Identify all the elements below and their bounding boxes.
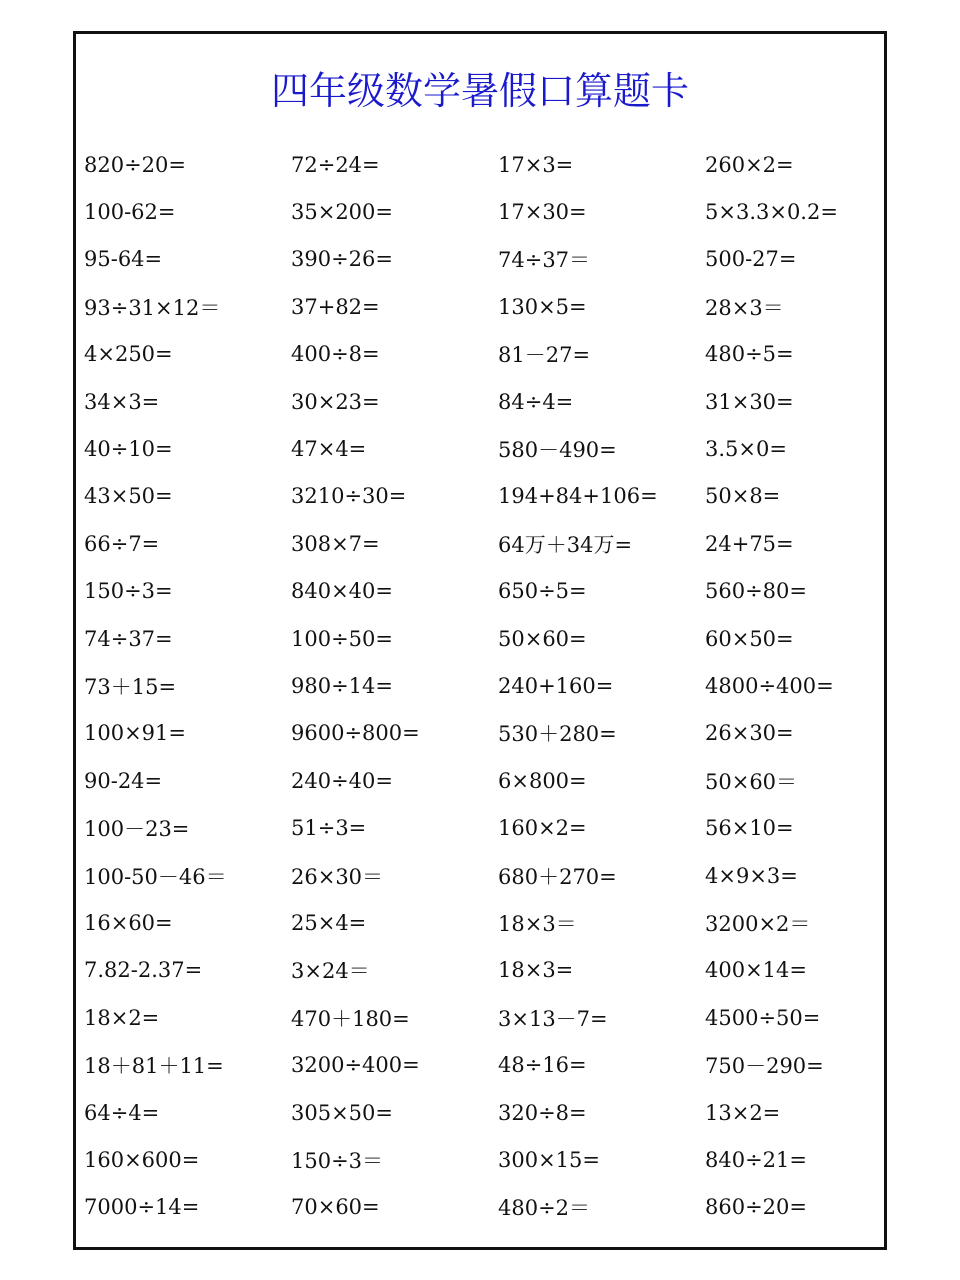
problem-item: 580－490= (498, 438, 617, 463)
problem-item: 43×50= (84, 484, 173, 509)
problem-item: 16×60= (84, 910, 173, 935)
worksheet-card (73, 31, 887, 1250)
problem-item: 17×3= (498, 152, 574, 177)
problem-item: 56×10= (705, 816, 794, 841)
problem-item: 18×3＝ (498, 911, 577, 936)
problem-item: 17×30= (498, 200, 587, 225)
problem-row (84, 947, 884, 994)
problem-item: 400×14= (705, 958, 807, 983)
problem-item: 40÷10= (84, 437, 173, 462)
problem-item: 3×24＝ (291, 959, 370, 984)
problem-item: 4×250= (84, 342, 173, 367)
problem-row (84, 899, 884, 946)
worksheet-title: 四年级数学暑假口算题卡 (270, 69, 689, 113)
problem-item: 28×3＝ (705, 295, 784, 320)
problem-row (84, 378, 884, 425)
problem-row (84, 425, 884, 472)
problem-item: 74÷37＝ (498, 248, 591, 273)
problem-item: 100×91= (84, 721, 186, 746)
problem-row (84, 994, 884, 1041)
problem-item: 26×30＝ (291, 864, 384, 889)
problem-item: 308×7= (291, 531, 380, 556)
problem-item: 34×3= (84, 389, 160, 414)
problem-item: 90-24= (84, 768, 163, 793)
problem-item: 24+75= (705, 531, 794, 556)
problem-item: 70×60= (291, 1195, 380, 1220)
problem-item: 160×600= (84, 1147, 200, 1172)
problem-item: 18×2= (84, 1005, 160, 1030)
problem-row (84, 1184, 884, 1231)
problem-item: 73＋15= (84, 674, 177, 699)
problem-item: 300×15= (498, 1147, 600, 1172)
problem-item: 95-64= (84, 247, 163, 272)
problem-item: 680＋270= (498, 864, 617, 889)
problem-item: 66÷7= (84, 531, 160, 556)
problem-item: 4800÷400= (705, 673, 834, 698)
problem-item: 750－290= (705, 1054, 824, 1079)
problem-item: 18＋81＋11= (84, 1054, 224, 1079)
problem-item: 26×30= (705, 721, 794, 746)
problem-item: 980÷14= (291, 673, 393, 698)
problem-row (84, 852, 884, 899)
problem-row (84, 568, 884, 615)
problem-item: 60×50= (705, 626, 794, 651)
problem-item: 560÷80= (705, 579, 807, 604)
problem-item: 240+160= (498, 673, 614, 698)
problem-item: 320÷8= (498, 1100, 587, 1125)
problem-row (84, 1136, 884, 1183)
problem-item: 64÷4= (84, 1100, 160, 1125)
problem-row (84, 710, 884, 757)
problem-item: 48÷16= (498, 1053, 587, 1078)
problem-item: 4×9×3= (705, 863, 798, 888)
problem-item: 64万＋34万= (498, 532, 633, 557)
problem-item: 100-50－46＝ (84, 864, 227, 889)
problem-item: 13×2= (705, 1100, 781, 1125)
problem-grid (84, 141, 884, 1231)
problem-item: 480÷5= (705, 342, 794, 367)
problem-item: 84÷4= (498, 389, 574, 414)
problem-item: 6×800= (498, 768, 587, 793)
problem-item: 47×4= (291, 437, 367, 462)
problem-item: 240÷40= (291, 768, 393, 793)
problem-item: 31×30= (705, 389, 794, 414)
problem-item: 4500÷50= (705, 1005, 821, 1030)
problem-item: 305×50= (291, 1100, 393, 1125)
problem-item: 25×4= (291, 910, 367, 935)
problem-item: 7000÷14= (84, 1195, 200, 1220)
problem-item: 530＋280= (498, 722, 617, 747)
problem-row (84, 141, 884, 188)
problem-item: 51÷3= (291, 816, 367, 841)
problem-item: 860÷20= (705, 1195, 807, 1220)
problem-item: 3.5×0= (705, 437, 787, 462)
problem-item: 50×60= (498, 626, 587, 651)
problem-item: 260×2= (705, 152, 794, 177)
problem-item: 390÷26= (291, 247, 393, 272)
problem-item: 7.82-2.37= (84, 958, 203, 983)
problem-row (84, 804, 884, 851)
problem-row (84, 757, 884, 804)
problem-item: 650÷5= (498, 579, 587, 604)
problem-item: 130×5= (498, 294, 587, 319)
problem-item: 93÷31×12＝ (84, 295, 221, 320)
problem-item: 50×8= (705, 484, 781, 509)
problem-item: 72÷24= (291, 152, 380, 177)
problem-row (84, 473, 884, 520)
problem-item: 150÷3＝ (291, 1148, 384, 1173)
problem-item: 840÷21= (705, 1147, 807, 1172)
problem-item: 50×60＝ (705, 769, 798, 794)
problem-row (84, 662, 884, 709)
problem-item: 3200×2＝ (705, 911, 811, 936)
problem-row (84, 283, 884, 330)
problem-item: 5×3.3×0.2= (705, 200, 838, 225)
problem-row (84, 331, 884, 378)
problem-row (84, 615, 884, 662)
problem-item: 100－23= (84, 817, 190, 842)
problem-item: 840×40= (291, 579, 393, 604)
problem-item: 150÷3= (84, 579, 173, 604)
problem-item: 480÷2＝ (498, 1196, 591, 1221)
problem-item: 500-27= (705, 247, 797, 272)
problem-item: 3200÷400= (291, 1053, 420, 1078)
problem-item: 3×13－7= (498, 1006, 608, 1031)
problem-item: 81－27= (498, 343, 591, 368)
problem-item: 400÷8= (291, 342, 380, 367)
problem-item: 30×23= (291, 389, 380, 414)
problem-item: 37+82= (291, 294, 380, 319)
problem-item: 470＋180= (291, 1006, 410, 1031)
problem-row (84, 236, 884, 283)
problem-item: 18×3= (498, 958, 574, 983)
problem-item: 100-62= (84, 200, 176, 225)
problem-item: 820÷20= (84, 152, 186, 177)
problem-item: 3210÷30= (291, 484, 407, 509)
problem-item: 35×200= (291, 200, 393, 225)
problem-item: 74÷37= (84, 626, 173, 651)
problem-row (84, 1041, 884, 1088)
problem-row (84, 1089, 884, 1136)
problem-item: 194+84+106= (498, 484, 658, 509)
problem-item: 160×2= (498, 816, 587, 841)
problem-row (84, 520, 884, 567)
problem-item: 100÷50= (291, 626, 393, 651)
problem-row (84, 188, 884, 235)
problem-item: 9600÷800= (291, 721, 420, 746)
